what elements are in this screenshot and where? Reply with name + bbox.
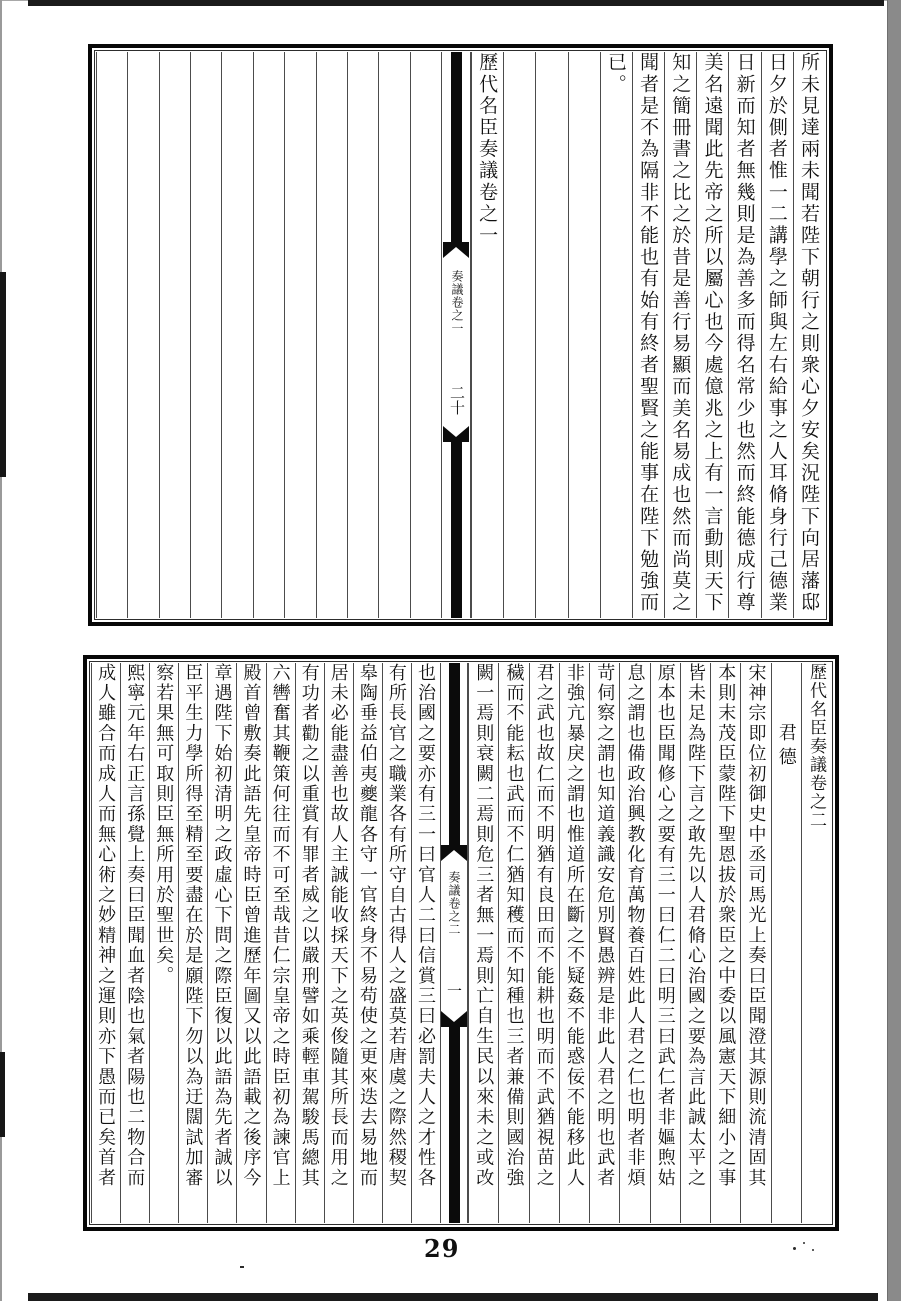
section-heading-column: 君德 xyxy=(771,663,801,1223)
scan-artifact-blot xyxy=(0,272,6,477)
text-column: 日夕於側者惟一二講學之師與左右給事之人耳脩身行己德業 xyxy=(761,52,793,618)
scan-speckle xyxy=(793,1247,796,1250)
blank-column xyxy=(535,52,567,618)
text-column: 美名遠聞此先帝之所以屬心也今處億兆之上有一言動則天下 xyxy=(696,52,728,618)
blank-column xyxy=(127,52,158,618)
text-column: 也治國之要亦有三一曰官人二曰信賞三曰必罰夫人之才性各 xyxy=(411,663,440,1223)
scan-artifact-blot xyxy=(0,1052,5,1137)
scan-speckle xyxy=(803,1242,805,1244)
text-column: 闕一焉則衰闕二焉則危三者無一焉則亡自生民以來未之或改 xyxy=(468,663,498,1223)
text-column: 已。 xyxy=(600,52,632,618)
text-column: 非強亢暴戾之謂也惟道所在斷之不疑姦不能惑佞不能移此人 xyxy=(559,663,589,1223)
text-column: 息之謂也備政治興教化育萬物養百姓此人君之仁也明者非煩 xyxy=(619,663,649,1223)
text-column: 日新而知者無幾則是為善多而得名常少也然而終能德成行尊 xyxy=(728,52,760,618)
text-column: 居未必能盡善也故人主誠能收採天下之英俊隨其所長而用之 xyxy=(324,663,353,1223)
bottom-page-spine xyxy=(440,663,468,1223)
fishtail-mark-icon xyxy=(443,426,469,442)
bottom-page-left-half xyxy=(91,663,440,1223)
scan-edge-band-top xyxy=(28,0,884,6)
scan-speckle xyxy=(240,1266,244,1268)
text-column: 君之武也故仁而不明猶有良田而不能耕也明而不武猶視苗之 xyxy=(529,663,559,1223)
text-column: 臣平生力學所得至精至要盡在於是願陛下勿以為迂闊試加審 xyxy=(178,663,207,1223)
spine-bar xyxy=(451,52,462,242)
spine-bar xyxy=(449,663,460,845)
spine-title: 奏議卷之一 xyxy=(450,269,464,335)
blank-column xyxy=(221,52,252,618)
spine-folio-number: 二十 xyxy=(448,385,466,415)
chapter-end-title-column: 歷代名臣奏議卷之一 xyxy=(471,52,503,618)
text-column: 六轡奮其鞭策何往而不可至哉昔仁宗皇帝之時臣初為諫官上 xyxy=(266,663,295,1223)
text-column: 本則末茂臣蒙陛下聖恩拔於衆臣之中委以風憲天下細小之事 xyxy=(710,663,740,1223)
text-column: 苛伺察之謂也知道義識安危別賢愚辨是非此人君之明也武者 xyxy=(589,663,619,1223)
top-page-right-half xyxy=(471,52,825,618)
text-column: 原本也臣聞修心之要有三一曰仁二曰明三曰武仁者非嫗煦姑 xyxy=(650,663,680,1223)
blank-column xyxy=(159,52,190,618)
fishtail-mark-icon xyxy=(441,845,467,861)
fishtail-mark-icon xyxy=(441,1011,467,1027)
text-column: 皋陶垂益伯夷夔龍各守一官終身不易苟使之更來迭去易地而 xyxy=(353,663,382,1223)
spine-title: 奏議卷之二 xyxy=(447,870,461,936)
scan-edge-strip-right xyxy=(887,0,901,1301)
text-column: 知之簡冊書之比之於昔是善行易顯而美名易成也然而尚莫之 xyxy=(664,52,696,618)
text-column: 成人雖合而成人而無心術之妙精神之運則亦下愚而已矣首者 xyxy=(91,663,120,1223)
bottom-page-right-half xyxy=(468,663,831,1223)
blank-column xyxy=(190,52,221,618)
text-column: 熙寧元年右正言孫覺上奏曰臣聞血者陰也氣者陽也二物合而 xyxy=(120,663,149,1223)
blank-column xyxy=(568,52,600,618)
text-column: 所未見達兩未聞若陛下朝行之則衆心夕安矣況陛下向居藩邸 xyxy=(793,52,825,618)
text-column: 皆未足為陛下言之敢先以人君脩心治國之要為言此誠太平之 xyxy=(680,663,710,1223)
text-column: 有所長官之職業各有所守自古得人之盛莫若唐虞之際然稷契 xyxy=(382,663,411,1223)
blank-column xyxy=(503,52,535,618)
scan-edge-band-bottom xyxy=(28,1293,878,1301)
text-column: 有功者勸之以重賞有罪者威之以嚴刑譬如乘輕車駕駿馬總其 xyxy=(295,663,324,1223)
fishtail-mark-icon xyxy=(443,242,469,258)
top-page-left-half xyxy=(96,52,441,618)
blank-column xyxy=(316,52,347,618)
book-page-top xyxy=(88,44,833,626)
blank-column xyxy=(410,52,441,618)
blank-column xyxy=(347,52,378,618)
spine-spacer xyxy=(441,943,467,969)
blank-column xyxy=(284,52,315,618)
spine-spacer xyxy=(442,344,470,374)
blank-column xyxy=(378,52,409,618)
text-column: 穢而不能耘也武而不仁猶知穫而不知種也三者兼備則國治強 xyxy=(498,663,528,1223)
blank-column xyxy=(253,52,284,618)
volume-title-column: 歷代名臣奏議卷之二 xyxy=(801,663,831,1223)
page-number: 29 xyxy=(424,1234,460,1263)
spine-bar xyxy=(449,1027,460,1223)
text-column: 察若果無可取則臣無所用於聖世矣。 xyxy=(149,663,178,1223)
scan-speckle xyxy=(812,1249,814,1251)
text-column: 殿首曾敷奏此語先皇帝時臣曾進歷年圖又以此語載之後序今 xyxy=(236,663,265,1223)
blank-column xyxy=(96,52,127,618)
spine-folio-number: 一 xyxy=(445,982,463,998)
spine-bar xyxy=(451,442,462,618)
top-page-spine xyxy=(441,52,471,618)
book-page-bottom xyxy=(83,655,839,1231)
text-column: 聞者是不為隔非不能也有始有終者聖賢之能事在陛下勉強而 xyxy=(632,52,664,618)
text-column: 宋神宗即位初御史中丞司馬光上奏曰臣聞澄其源則流清固其 xyxy=(740,663,770,1223)
text-column: 章遇陛下始初清明之政虛心下問之際臣復以此語為先者誠以 xyxy=(207,663,236,1223)
